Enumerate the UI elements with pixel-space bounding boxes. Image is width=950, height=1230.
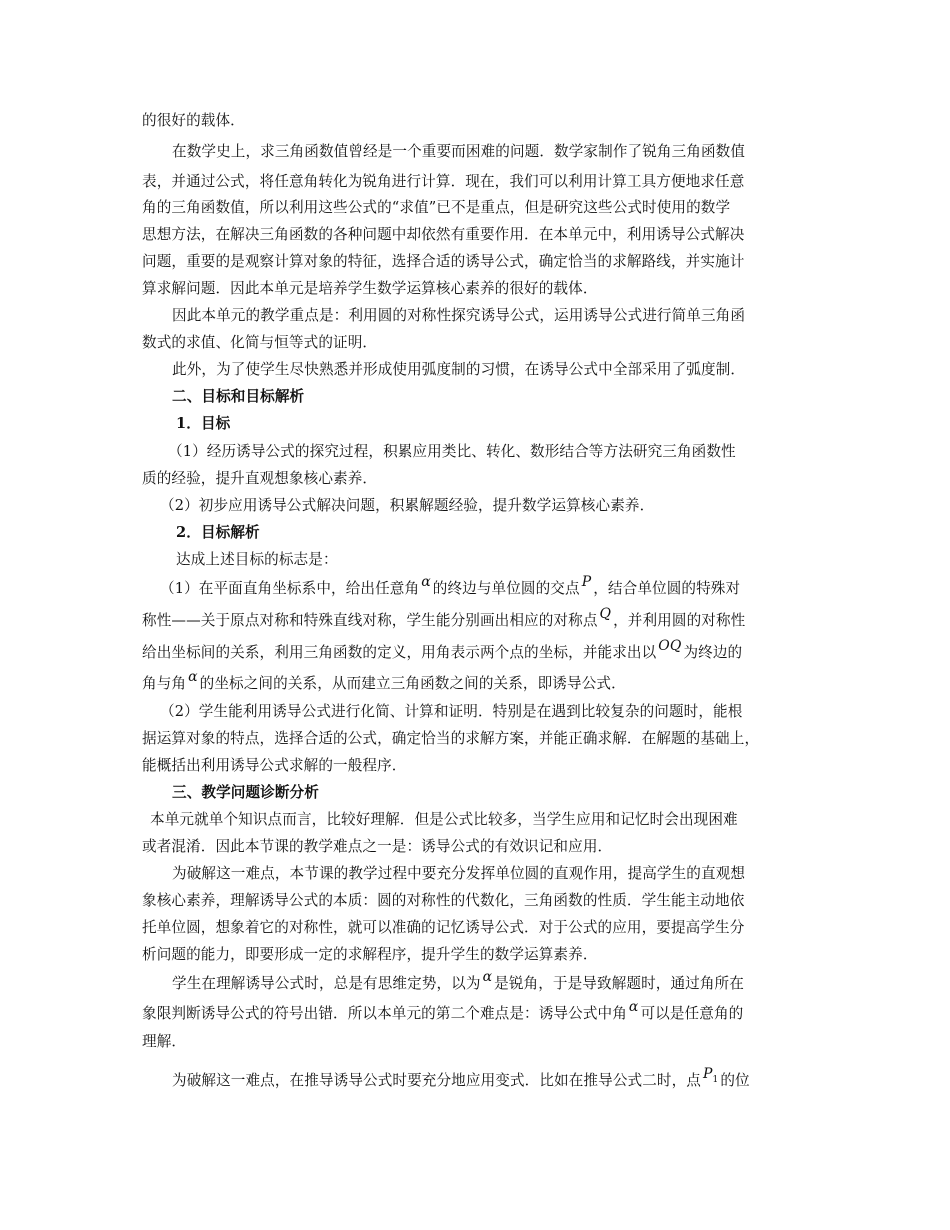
alpha-symbol: α — [188, 669, 198, 685]
paragraph-line: 思想方法，在解决三角函数的各种问题中却依然有重要作用．在本单元中，利用诱导公式解决 — [142, 226, 745, 243]
paragraph-line: 达成上述目标的标志是： — [176, 551, 338, 568]
text-segment: 给出坐标间的关系，利用三角函数的定义，用角表示两个点的坐标，并能求出以 — [142, 644, 657, 661]
paragraph-line — [142, 669, 832, 694]
alpha-symbol: α — [628, 999, 639, 1015]
paragraph-line: 为破解这一难点，本节课的教学过程中要充分发挥单位圆的直观作用，提高学生的直观想 — [172, 865, 746, 882]
alpha-symbol: α — [421, 574, 431, 590]
paragraph-line — [142, 638, 832, 663]
text-segment: 的坐标之间的关系，从而建立三角函数之间的关系，即诱导公式． — [199, 675, 626, 692]
paragraph-line: 角的三角函数值，所以利用这些公式的“求值”已不是重点，但是研究这些公式时使用的数学 — [142, 199, 731, 216]
paragraph-line: 数式的求值、化简与恒等式的证明． — [142, 334, 378, 351]
paragraph-line: 托单位圆，想象着它的对称性，就可以准确的记忆诱导公式．对于公式的应用，要提高学生分 — [142, 919, 745, 936]
paragraph-line — [160, 574, 850, 599]
text-segment: 象限判断诱导公式的符号出错．所以本单元的第二个难点是：诱导公式中角 — [142, 1005, 627, 1022]
text-segment: 为终边的 — [683, 644, 743, 661]
paragraph-line: 本单元就单个知识点而言，比较好理解．但是公式比较多，当学生应用和记忆时会出现困难 — [150, 811, 738, 828]
paragraph-line: 象核心素养，理解诱导公式的本质：圆的对称性的代数化，三角函数的性质．学生能主动地依 — [142, 892, 745, 909]
paragraph-line — [172, 969, 862, 994]
paragraph-line: 因此本单元的教学重点是：利用圆的对称性探究诱导公式，运用诱导公式进行简单三角函 — [172, 307, 746, 324]
point-q-symbol: Q — [599, 606, 612, 622]
paragraph-line: （1）经历诱导公式的探究过程，积累应用类比、转化、数形结合等方法研究三角函数性 — [168, 443, 736, 460]
point-p1-subscript: 1 — [712, 1075, 719, 1085]
paragraph-line: 析问题的能力，即要形成一定的求解程序，提升学生的数学运算素养． — [142, 946, 598, 963]
point-p1-symbol — [702, 1066, 719, 1085]
text-segment: ，并利用圆的对称性 — [613, 612, 746, 629]
paragraph-line: 能概括出利用诱导公式求解的一般程序． — [142, 757, 407, 774]
paragraph-line — [142, 999, 832, 1024]
text-segment: ，结合单位圆的特殊对 — [593, 580, 741, 597]
paragraph-line: 据运算对象的特点，选择合适的公式，确定恰当的求解方案，并能正确求解．在解题的基础上， — [142, 730, 760, 747]
subsection-heading: 1．目标 — [176, 415, 231, 432]
paragraph-line: 或者混淆．因此本节课的教学难点之一是：诱导公式的有效识记和应用． — [142, 838, 613, 855]
point-p1-letter: P — [702, 1066, 713, 1082]
paragraph-line: 表，并通过公式，将任意角转化为锐角进行计算．现在，我们可以利用计算工具方便地求任意 — [142, 173, 745, 190]
paragraph-line — [172, 1066, 862, 1093]
point-p-symbol: P — [581, 574, 592, 590]
text-segment: 为破解这一难点，在推导诱导公式时要充分地应用变式．比如在推导公式二时，点 — [172, 1072, 701, 1089]
paragraph-line: （2）初步应用诱导公式解决问题，积累解题经验，提升数学运算核心素养． — [160, 497, 655, 514]
segment-oq-symbol: OQ — [658, 638, 682, 654]
text-segment: 是锐角，于是导致解题时，通过角所在 — [494, 975, 744, 992]
text-segment: 的终边与单位圆的交点 — [432, 580, 580, 597]
paragraph-line: （2）学生能利用诱导公式进行化简、计算和证明．特别是在遇到比较复杂的问题时，能根 — [160, 703, 743, 720]
paragraph-line: 此外，为了使学生尽快熟悉并形成使用弧度制的习惯，在诱导公式中全部采用了弧度制． — [172, 361, 746, 378]
text-segment: （1）在平面直角坐标系中，给出任意角 — [160, 580, 420, 597]
paragraph-line: 理解． — [142, 1033, 187, 1050]
text-segment: 角与角 — [142, 675, 187, 692]
section-heading: 二、目标和目标解析 — [172, 388, 305, 405]
alpha-symbol: α — [482, 969, 493, 985]
text-segment: 学生在理解诱导公式时，总是有思维定势，以为 — [172, 975, 481, 992]
paragraph-line: 算求解问题．因此本单元是培养学生数学运算核心素养的很好的载体． — [142, 280, 598, 297]
subsection-heading: 2．目标解析 — [176, 524, 260, 541]
paragraph-line: 质的经验，提升直观想象核心素养． — [142, 470, 378, 487]
text-line: 的很好的载体． — [142, 112, 245, 129]
paragraph-line: 在数学史上，求三角函数值曾经是一个重要而困难的问题．数学家制作了锐角三角函数值 — [172, 143, 746, 160]
paragraph-line: 问题，重要的是观察计算对象的特征，选择合适的诱导公式，确定恰当的求解路线，并实施计 — [142, 253, 745, 270]
text-segment: 的位 — [720, 1072, 750, 1089]
paragraph-line — [142, 606, 832, 631]
section-heading: 三、教学问题诊断分析 — [172, 784, 319, 801]
text-segment: 称性——关于原点对称和特殊直线对称，学生能分别画出相应的对称点 — [142, 612, 598, 629]
text-segment: 可以是任意角的 — [640, 1005, 744, 1022]
